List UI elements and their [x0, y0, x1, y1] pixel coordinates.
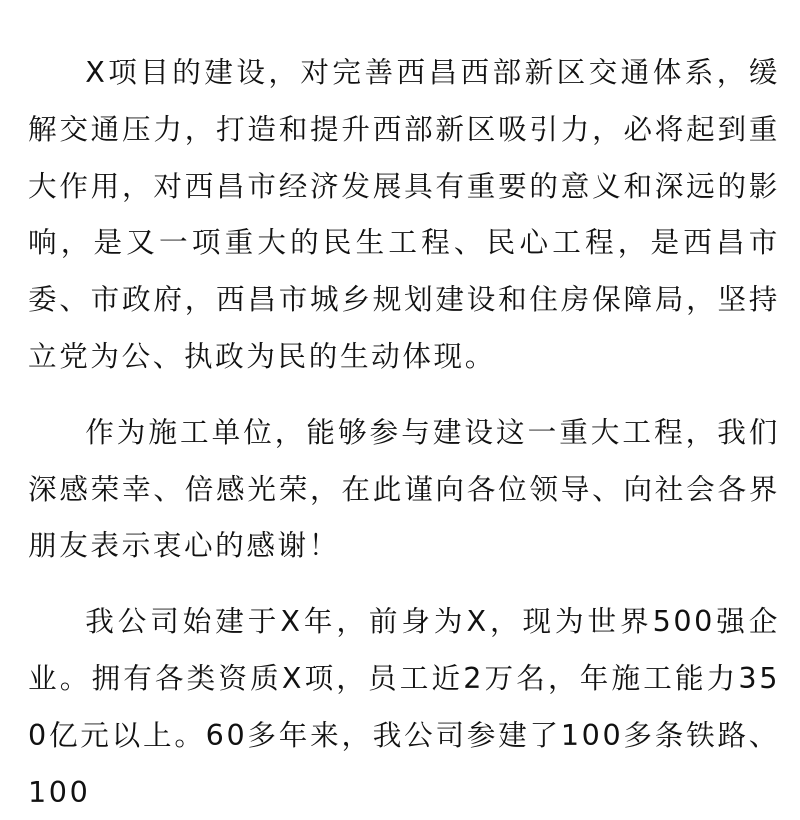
paragraph-company-profile: 我公司始建于X年，前身为X，现为世界500强企业。拥有各类资质X项，员工近2万名，年施工能力350亿元以上。60多年来，我公司参建了100多条铁路、100 — [28, 604, 780, 809]
paragraph-gratitude: 作为施工单位，能够参与建设这一重大工程，我们深感荣幸、倍感光荣，在此谨向各位领导、向社会各界朋友表示衷心的感谢！ — [28, 414, 780, 563]
document-page — [28, 44, 780, 820]
paragraph-project-significance: X项目的建设，对完善西昌西部新区交通体系，缓解交通压力，打造和提升西部新区吸引力，必将起到重大作用，对西昌市经济发展具有重要的意义和深远的影响，是又一项重大的民生工程、民心工程，是西昌市委、市政府，西昌市城乡规划建设和住房保障局，坚持立党为公、执政为民的生动体现。 — [28, 55, 780, 373]
